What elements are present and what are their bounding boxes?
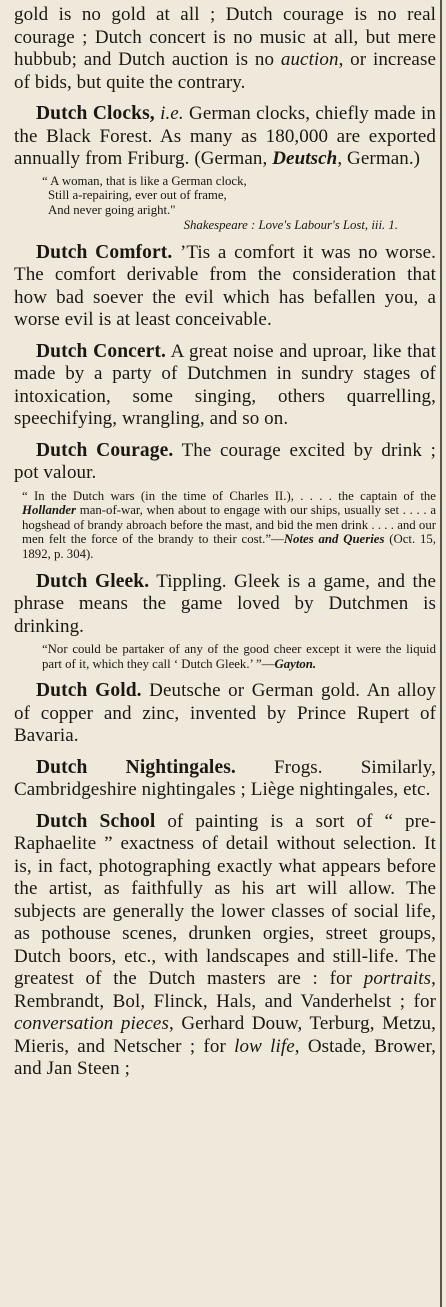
entry-body	[14, 680, 436, 748]
genre-term: low life	[234, 1035, 295, 1057]
entry-dutch-clocks	[14, 103, 436, 233]
genre-term: conversation pieces	[14, 1013, 169, 1035]
entry-headword: Dutch Nightingales.	[36, 756, 236, 778]
entry-text: , Gerhard Douw, Terburg, Metzu, Mieris, and Netscher ; for	[14, 1013, 436, 1057]
quote-text: “ In the Dutch wars (in the time of Charles II.), . . . . the captain of the	[22, 488, 436, 503]
entry-body	[14, 341, 436, 431]
entry-text: , Rembrandt, Bol, Flinck, Hals, and Vanderhelst ; for	[14, 968, 436, 1012]
lead-text-end: , or increase of bids, but quite the contrary.	[14, 49, 436, 93]
quote-line: “ A woman, that is like a German clock,	[42, 173, 247, 188]
quotation	[14, 489, 436, 562]
entry-body	[14, 571, 436, 639]
entry-headword: Dutch Gleek.	[36, 570, 150, 592]
quote-line: And never going aright."	[48, 203, 176, 218]
entry-text: Frogs. Similarly, Cambridgeshire nightingales ; Liège nightingales, etc.	[14, 756, 437, 801]
entry-text: Deutsche or German gold. An alloy of copper and zinc, invented by Prince Rupert of Bavaria.	[14, 680, 437, 747]
etymology-word: Deutsch	[272, 148, 338, 169]
genre-term: portraits	[363, 968, 432, 990]
quotation	[14, 174, 436, 233]
entry-body	[14, 757, 436, 802]
quote-text: “Nor could be partaker of any of the good cheer except it were the liquid part of it, which they call ‘ Dutch Gleek.’ ”—	[42, 642, 436, 671]
entry-headword: Dutch Concert.	[36, 340, 166, 362]
entry-headword: Dutch Clocks,	[36, 103, 155, 124]
entry-body	[14, 242, 436, 332]
entry-headword: Dutch Comfort.	[36, 241, 173, 263]
entry-headword: Dutch Gold.	[36, 680, 142, 702]
entry-body	[14, 811, 436, 1081]
quote-date: (Oct. 15, 1892, p. 304).	[22, 532, 436, 562]
quote-source: Gayton.	[274, 656, 317, 671]
lead-text: gold is no gold at all ; Dutch courage is no real courage ; Dutch concert is no music at all, but mere hubbub; and Dutch auction is no	[14, 4, 436, 70]
entry-headword: Dutch School	[36, 810, 156, 832]
quote-line: Still a-repairing, ever out of frame,	[48, 188, 227, 203]
entry-text: Tippling. Gleek is a game, and the phrase means the game loved by Dutchmen is drinking.	[14, 570, 436, 637]
entry-dutch-comfort	[14, 242, 436, 332]
entry-text: ’Tis a comfort it was no worse. The comfort derivable from the consideration that how bad soever the evil which has befallen you, a worse evil is at least conceivable.	[14, 241, 436, 331]
entry-dutch-nightingales	[14, 757, 436, 802]
quote-source: Notes and Queries	[283, 532, 385, 547]
entry-text-end: , Ostade, Brower, and Jan Steen ;	[14, 1035, 436, 1080]
entry-text: German clocks, chiefly made in the Black Forest. As many as 180,000 are exported annually from Friburg. (German,	[14, 103, 436, 169]
quote-text: man-of-war, when about to engage with our ships, usually set . . . . a hogshead of brandy abroach before the mast, and bid the men drink . . . . and our men felt the force of the brandy to their cost.”—	[22, 503, 436, 547]
entry-dutch-gold	[14, 680, 436, 748]
entry-text-end: , German.)	[337, 148, 421, 169]
entry-dutch-concert	[14, 341, 436, 431]
entry-body	[14, 103, 436, 171]
entry-text: A great noise and uproar, like that made by a party of Dutchmen in sundry stages of intoxication, some singing, others quarrelling, speechifying, wrangling, and so on.	[14, 340, 436, 430]
lead-paragraph	[14, 4, 436, 94]
ie-abbrev: i.e.	[160, 103, 184, 124]
entry-dutch-gleek	[14, 571, 436, 672]
column-rule	[440, 0, 442, 1307]
entry-text: The courage excited by drink ; pot valour.	[14, 439, 436, 484]
text-column	[14, 4, 436, 1081]
quote-source: Shakespeare : Love's Labour's Lost, iii. 1.	[183, 217, 398, 232]
quote-ship-name: Hollander	[22, 503, 77, 518]
entry-body	[14, 440, 436, 485]
quotation	[14, 642, 436, 671]
entry-text: of painting is a sort of “ pre-Raphaelite ” exactness of detail without selection. It is, in fact, photographing exactly what appears before the artist, as faithfully as his art will allow. The subjects are generally the lower classes of social life, as pothouse scenes, drunken orgies, street groups, Dutch boors, etc., with landscapes and still-life. The greatest of the Dutch masters are : for	[14, 810, 436, 990]
entry-dutch-school	[14, 811, 436, 1081]
entry-dutch-courage	[14, 440, 436, 562]
lead-emphasis: auction	[280, 49, 339, 70]
entry-headword: Dutch Courage.	[36, 439, 174, 461]
